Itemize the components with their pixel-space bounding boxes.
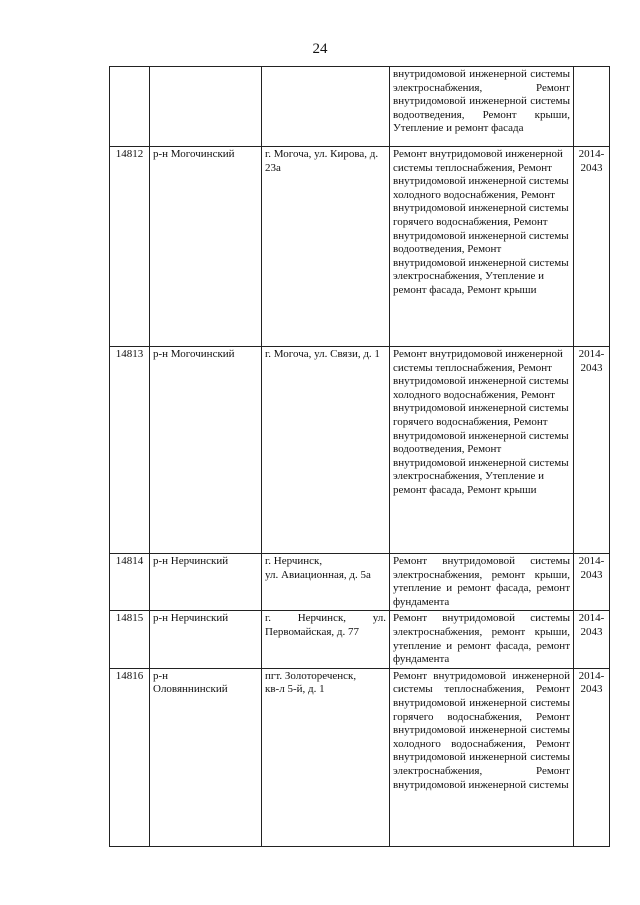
period-cell [574, 67, 610, 147]
row-number-cell [110, 67, 150, 147]
address-cell [262, 67, 390, 147]
repair-program-table [109, 66, 610, 847]
period-cell: 2014- 2043 [574, 554, 610, 611]
row-number-cell: 14813 [110, 347, 150, 554]
works-cell: Ремонт внутридомовой системы электроснабжения, ремонт крыши, утепление и ремонт фасада, ремонт фундамента [390, 611, 574, 668]
address-cell: г. Нерчинск, ул. Авиационная, д. 5а [262, 554, 390, 611]
district-cell: р-н Могочинский [150, 147, 262, 347]
district-cell: р-н Оловяннинский [150, 668, 262, 846]
period-cell: 2014- 2043 [574, 668, 610, 846]
district-cell: р-н Нерчинский [150, 554, 262, 611]
table-row [110, 147, 610, 347]
address-cell: г. Нерчинск, ул. Первомайская, д. 77 [262, 611, 390, 668]
table-row [110, 668, 610, 846]
works-cell: внутридомовой инженерной системы электроснабжения, Ремонт внутридомовой инженерной системы водоотведения, Ремонт крыши, Утепление и ремонт фасада [390, 67, 574, 147]
address-cell: г. Могоча, ул. Связи, д. 1 [262, 347, 390, 554]
row-number-cell: 14815 [110, 611, 150, 668]
works-cell: Ремонт внутридомовой инженерной системы теплоснабжения, Ремонт внутридомовой инженерной системы холодного водоснабжения, Ремонт внутридомовой инженерной системы горячего водоснабжения, Ремонт внутридомовой инженерной системы водоотведения, Ремонт внутридомовой инженерной системы электроснабжения, Утепление и ремонт фасада, Ремонт крыши [390, 147, 574, 347]
works-cell: Ремонт внутридомовой системы электроснабжения, ремонт крыши, утепление и ремонт фасада, ремонт фундамента [390, 554, 574, 611]
page-number: 24 [312, 41, 328, 57]
district-cell: р-н Нерчинский [150, 611, 262, 668]
works-cell: Ремонт внутридомовой инженерной системы теплоснабжения, Ремонт внутридомовой инженерной системы горячего водоснабжения, Ремонт внутридомовой инженерной системы холодного водоснабжения, Ремонт внутридомовой инженерной системы электроснабжения, Ремонт внутридомовой инженерной системы [390, 668, 574, 846]
district-cell [150, 67, 262, 147]
district-cell: р-н Могочинский [150, 347, 262, 554]
address-cell: г. Могоча, ул. Кирова, д. 23а [262, 147, 390, 347]
row-number-cell: 14814 [110, 554, 150, 611]
works-cell: Ремонт внутридомовой инженерной системы теплоснабжения, Ремонт внутридомовой инженерной системы холодного водоснабжения, Ремонт внутридомовой инженерной системы горячего водоснабжения, Ремонт внутридомовой инженерной системы водоотведения, Ремонт внутридомовой инженерной системы электроснабжения, Утепление и ремонт фасада, Ремонт крыши [390, 347, 574, 554]
table-row [110, 67, 610, 147]
period-cell: 2014- 2043 [574, 611, 610, 668]
table-row [110, 611, 610, 668]
table-row [110, 347, 610, 554]
row-number-cell: 14812 [110, 147, 150, 347]
period-cell: 2014- 2043 [574, 147, 610, 347]
period-cell: 2014- 2043 [574, 347, 610, 554]
row-number-cell: 14816 [110, 668, 150, 846]
table-row [110, 554, 610, 611]
address-cell: пгт. Золотореченск, кв-л 5-й, д. 1 [262, 668, 390, 846]
